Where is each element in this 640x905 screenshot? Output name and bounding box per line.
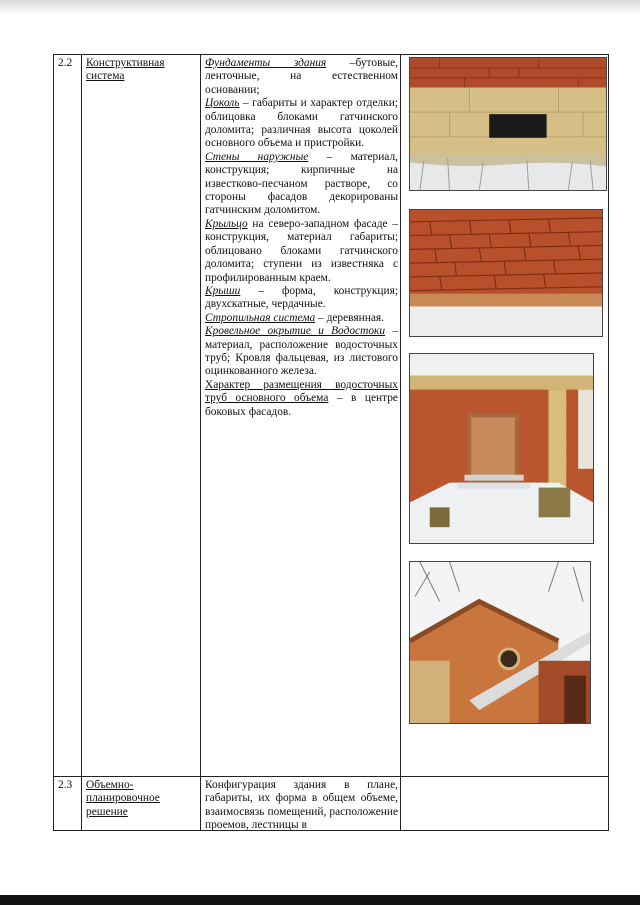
column-divider-2	[200, 55, 201, 830]
text-porch: на северо-западном фасаде – конструкция, материал габариты; облицовано блоками гатчинского доломита; ступени из известняка с профилированным краем.	[205, 217, 398, 284]
text-downpipes: – в центре боковых фасадов.	[205, 392, 398, 418]
photo-gable-round-window	[409, 561, 591, 724]
heading-roofing: Кровельное окрытие и Водостоки	[205, 325, 386, 338]
heading-roofs: Крыши	[205, 284, 241, 297]
row-number-2-2: 2.2	[58, 57, 73, 69]
heading-downpipes: Характер размещения водосточных труб основного объема	[205, 378, 398, 405]
section-title-constructive-system: Конструктивная система	[86, 57, 165, 83]
heading-rafters: Стропильная система	[205, 311, 316, 324]
heading-foundations: Фундаменты здания	[205, 57, 327, 69]
photo-plinth-window	[409, 57, 607, 191]
document-table	[53, 54, 609, 831]
section-title-space-planning: Объемно-планировочное решение	[86, 779, 160, 818]
scan-shadow-bottom	[0, 895, 640, 905]
text-walls: – материал, конструкция; кирпичные на известково-песчаном растворе, со стороны фасадов декорированы гатчинским доломитом.	[205, 150, 398, 217]
paragraph-walls	[205, 151, 398, 218]
paragraph-foundations	[205, 57, 398, 97]
text-rafters: – деревянная.	[315, 311, 384, 324]
paragraph-rafters	[205, 312, 398, 325]
text-plinth: – габариты и характер отделки; облицовка блоками гатчинского доломита; различная высота цоколей основного объема и пристройки.	[205, 97, 398, 150]
text-foundations: –бутовые, ленточные, на естественном основании;	[205, 57, 399, 96]
photo-brick-wall	[409, 209, 603, 337]
heading-walls: Стены наружные	[205, 150, 309, 163]
constructive-description	[205, 57, 398, 419]
heading-porch: Крыльцо	[205, 217, 248, 230]
heading-plinth: Цоколь	[205, 97, 240, 110]
paragraph-plinth	[205, 97, 398, 151]
paragraph-roofs	[205, 285, 398, 312]
scan-shadow-top	[0, 0, 640, 14]
space-planning-description: Конфигурация здания в плане, габариты, их форма в общем объеме, взаимосвязь помещений, расположение проемов, лестницы в	[205, 779, 398, 832]
text-roofing: – материал, расположение водосточных труб; Кровля фальцевая, из листового оцинкованного железа.	[205, 325, 398, 378]
photo-porch-entrance	[409, 353, 594, 544]
column-divider-1	[81, 55, 82, 830]
paragraph-downpipes	[205, 379, 398, 419]
column-divider-3	[400, 55, 401, 830]
paragraph-porch	[205, 218, 398, 285]
paragraph-roofing	[205, 325, 398, 379]
row-number-2-3: 2.3	[58, 779, 73, 791]
text-roofs: – форма, конструкция; двухскатные, чердачные.	[205, 284, 398, 311]
row-divider	[54, 776, 608, 777]
